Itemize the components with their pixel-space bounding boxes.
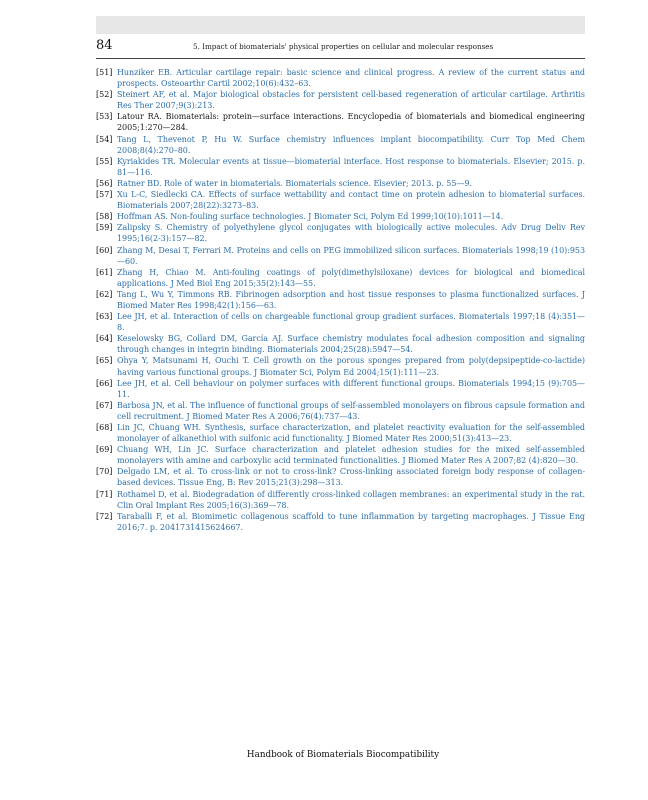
reference-number: [64]: [96, 334, 113, 344]
reference-number: [70]: [96, 467, 113, 477]
reference-link[interactable]: Zhang H, Chiao M. Anti-fouling coatings of poly(dimethylsiloxane) devices for biological and biomedical applications. J Med Biol Eng 2015;35(2):143—55.: [117, 267, 585, 288]
reference-item[interactable]: [96, 466, 585, 488]
reference-list: [96, 67, 585, 533]
reference-number: [65]: [96, 356, 113, 366]
reference-item[interactable]: [96, 422, 585, 444]
reference-link[interactable]: Xu L-C, Siedlecki CA. Effects of surface wettability and contact time on protein adhesion to biomaterial surfaces. Biomaterials 2007;28(22):3273–83.: [117, 190, 585, 211]
reference-item[interactable]: [96, 134, 585, 156]
footer-book-title: Handbook of Biomaterials Biocompatibility: [246, 750, 440, 760]
reference-number: [54]: [96, 134, 113, 144]
reference-item[interactable]: [96, 89, 585, 111]
reference-link[interactable]: Chuang WH, Lin JC. Surface characterization and platelet adhesion studies for the mixed self-assembled monolayers with amine and carboxylic acid terminated functionalities. J Biomed Mater Res A 2007;82 (4):820—30.: [117, 445, 585, 466]
reference-number: [69]: [96, 445, 113, 455]
reference-number: [61]: [96, 267, 113, 277]
reference-number: [56]: [96, 178, 113, 188]
reference-item[interactable]: [96, 400, 585, 422]
running-head: 5. Impact of biomaterials' physical properties on cellular and molecular responses: [193, 42, 494, 51]
reference-number: [55]: [96, 156, 113, 166]
reference-link[interactable]: Tang L, Wu Y, Timmons RB. Fibrinogen adsorption and host tissue responses to plasma functionalized surfaces. J Biomed Mater Res 1998;42(1):156—63.: [117, 289, 585, 310]
reference-number: [71]: [96, 489, 113, 499]
reference-link[interactable]: Keselowsky BG, Collard DM, García AJ. Surface chemistry modulates focal adhesion composition and signaling through changes in integrin binding. Biomaterials 2004;25(28):5947—54.: [117, 334, 585, 355]
reference-link[interactable]: Rothamel D, et al. Biodegradation of differently cross-linked collagen membranes: an experimental study in the rat. Clin Oral Implant Res 2005;16(3):369—78.: [117, 489, 585, 510]
reference-item[interactable]: [96, 311, 585, 333]
page-number: 84: [96, 38, 113, 53]
reference-link[interactable]: Hoffman AS. Non-fouling surface technologies. J Biomater Sci, Polym Ed 1999;10(10):1011—14.: [117, 212, 504, 222]
reference-link[interactable]: Tang L, Thevenot P, Hu W. Surface chemistry influences implant biocompatibility. Curr Top Med Chem 2008;8(4):270–80.: [117, 134, 585, 155]
reference-number: [51]: [96, 68, 113, 77]
reference-link[interactable]: Zhang M, Desai T, Ferrari M. Proteins and cells on PEG immobilized silicon surfaces. Biomaterials 1998;19 (10):953—60.: [117, 245, 585, 266]
reference-item[interactable]: [96, 333, 585, 355]
reference-number: [66]: [96, 378, 113, 388]
reference-number: [59]: [96, 223, 113, 233]
reference-item[interactable]: [96, 378, 585, 400]
reference-item[interactable]: [96, 189, 585, 211]
reference-link[interactable]: Lee JH, et al. Interaction of cells on chargeable functional group gradient surfaces. Biomaterials 1997;18 (4):351—8.: [117, 312, 585, 333]
reference-link[interactable]: Delgado LM, et al. To cross-link or not to cross-link? Cross-linking associated foreign body response of collagen-based devices. Tissue Eng, B: Rev 2015;21(3):298—313.: [117, 467, 585, 488]
reference-item[interactable]: [96, 289, 585, 311]
reference-item[interactable]: [96, 444, 585, 466]
reference-number: [63]: [96, 312, 113, 322]
reference-number: [52]: [96, 90, 113, 100]
reference-link[interactable]: Ratner BD. Role of water in biomaterials. Biomaterials science. Elsevier; 2013. p. 55—9.: [117, 178, 472, 188]
reference-text: Latour RA. Biomaterials: protein—surface interactions. Encyclopedia of biomaterials and biomedical engineering 2005;1:270—284.: [117, 112, 585, 133]
reference-item[interactable]: [96, 178, 585, 189]
reference-number: [67]: [96, 400, 113, 410]
reference-link[interactable]: Hunziker EB. Articular cartilage repair: basic science and clinical progress. A review of the current status and prospects. Osteoarthr Cartil 2002;10(6):432–63.: [117, 68, 585, 89]
reference-link[interactable]: Kyriakides TR. Molecular events at tissue—biomaterial interface. Host response to biomaterials. Elsevier; 2015. p. 81—116.: [117, 156, 585, 177]
reference-number: [68]: [96, 423, 113, 432]
reference-number: [60]: [96, 245, 113, 255]
reference-link[interactable]: Zalipsky S. Chemistry of polyethylene glycol conjugates with biologically active molecules. Adv Drug Deliv Rev 1995;16(2-3):157—82.: [117, 223, 585, 244]
header-band: [96, 16, 585, 34]
reference-item[interactable]: [96, 511, 585, 533]
reference-number: [57]: [96, 190, 113, 200]
reference-link[interactable]: Lee JH, et al. Cell behaviour on polymer surfaces with different functional groups. Biomaterials 1994;15 (9):705—11.: [117, 378, 585, 399]
reference-item[interactable]: [96, 67, 585, 89]
reference-link[interactable]: Lin JC, Chuang WH. Synthesis, surface characterization, and platelet reactivity evaluation for the self-assembled monolayer of alkanethiol with sulfonic acid functionality. J Biomed Mater Res 2000;51(3):413—23.: [117, 423, 585, 444]
page-header: [96, 38, 585, 59]
reference-number: [72]: [96, 511, 113, 521]
reference-item[interactable]: [96, 211, 585, 222]
reference-link[interactable]: Barbosa JN, et al. The influence of functional groups of self-assembled monolayers on fibrous capsule formation and cell recruitment. J Biomed Mater Res A 2006;76(4):737—43.: [117, 400, 585, 421]
reference-number: [53]: [96, 112, 113, 122]
reference-item[interactable]: [96, 355, 585, 377]
reference-item: [96, 111, 585, 133]
reference-number: [58]: [96, 212, 113, 222]
reference-item[interactable]: [96, 245, 585, 267]
reference-item[interactable]: [96, 222, 585, 244]
reference-link[interactable]: Taraballi F, et al. Biomimetic collagenous scaffold to tune inflammation by targeting macrophages. J Tissue Eng 2016;7. p. 2041731415624667.: [117, 511, 585, 532]
reference-item[interactable]: [96, 267, 585, 289]
reference-link[interactable]: Steinert AF, et al. Major biological obstacles for persistent cell-based regeneration of articular cartilage. Arthritis Res Ther 2007;9(3):213.: [117, 90, 585, 111]
reference-item[interactable]: [96, 156, 585, 178]
reference-link[interactable]: Ohya Y, Matsunami H, Ouchi T. Cell growth on the porous sponges prepared from poly(depsipeptide-co-lactide) having various functional groups. J Biomater Sci, Polym Ed 2004;15(1):111—23.: [117, 356, 585, 377]
reference-item[interactable]: [96, 489, 585, 511]
reference-number: [62]: [96, 289, 113, 299]
